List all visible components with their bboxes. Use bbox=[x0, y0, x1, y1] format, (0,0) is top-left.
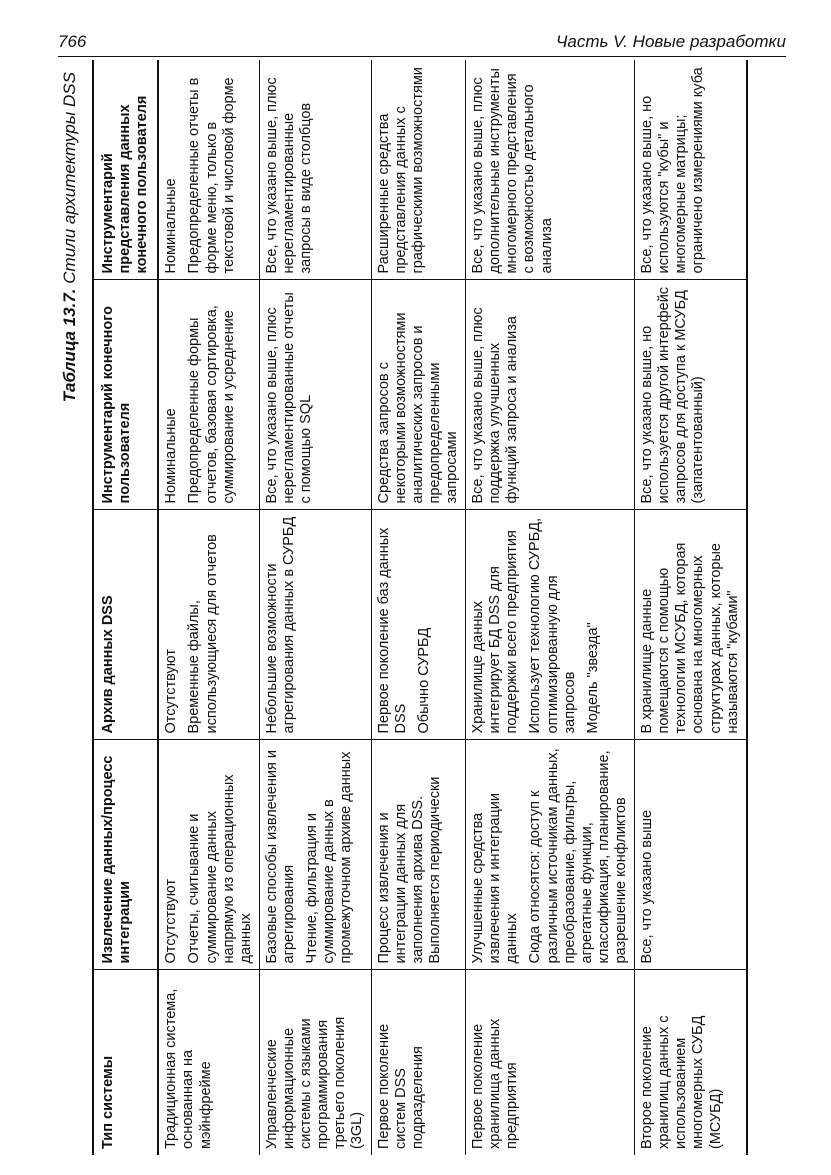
table-cell bbox=[158, 280, 259, 510]
cell-paragraph: Все, что указано выше, плюс поддержка улучшенных функций запроса и анализа bbox=[470, 307, 521, 504]
table-row bbox=[371, 60, 466, 1155]
cell-paragraph: Все, что указано выше, плюс нерегламентированные отчеты с помощью SQL bbox=[263, 292, 315, 504]
table-row bbox=[259, 60, 371, 1155]
column-header: Архив данных DSS bbox=[93, 510, 158, 740]
table-cell bbox=[466, 510, 635, 740]
cell-paragraph: Обычно СУРБД bbox=[415, 627, 432, 734]
cell-paragraph: Предопределенные отчеты в форме меню, только в текстовой и числовой форме bbox=[186, 77, 237, 274]
cell-paragraph: Второе поколение хранилищ данных с использованием многомерных СУБД (МСУБД) bbox=[639, 1015, 724, 1149]
table-cell bbox=[371, 510, 466, 740]
table-cell bbox=[158, 970, 259, 1155]
table-cell bbox=[635, 510, 747, 740]
cell-paragraph: Сюда относятся: доступ к различным источникам данных, преобразование, фильтры, агрегатные функции, классификация, планирование, разрешение конфликтов bbox=[527, 748, 629, 964]
table-cell bbox=[158, 60, 259, 280]
running-head: Часть V. Новые разработки bbox=[555, 32, 786, 51]
cell-paragraph: Первое поколение баз данных DSS bbox=[375, 527, 409, 734]
cell-paragraph: Отсутствуют bbox=[163, 879, 180, 964]
column-header: Тип системы bbox=[93, 970, 158, 1155]
cell-paragraph: Процесс извлечения и интеграции данных для заполнения архива DSS. Выполняется периодически bbox=[375, 776, 443, 964]
table-cell bbox=[635, 60, 747, 280]
cell-paragraph: Все, что указано выше, но используются "кубы" и многомерные матрицы; ограничено измерениями куба bbox=[639, 67, 707, 274]
cell-paragraph: Все, что указано выше bbox=[639, 809, 656, 964]
cell-paragraph: Номинальные bbox=[163, 178, 180, 274]
table-cell bbox=[466, 740, 635, 970]
cell-paragraph: Хранилище данных интегрирует БД DSS для поддержки всего предприятия bbox=[470, 530, 521, 734]
rotated-table-inner bbox=[56, 60, 786, 1155]
cell-paragraph: Все, что указано выше, плюс нерегламентированные запросы в виде столбцов bbox=[263, 77, 315, 274]
table-cell bbox=[259, 740, 371, 970]
table-cell bbox=[371, 60, 466, 280]
cell-paragraph: Средства запросов с некоторыми возможностями аналитических запросов и предопределенными запросами bbox=[375, 312, 460, 504]
cell-paragraph: Предопределенные формы отчетов, базовая сортировка, суммирование и усреднение bbox=[186, 305, 237, 504]
cell-paragraph: Модель "звезда" bbox=[584, 622, 601, 734]
table-cell bbox=[259, 510, 371, 740]
cell-paragraph: Управленческие информационные системы с языками программирования третьего поколения (3GL) bbox=[263, 1016, 366, 1149]
table-cell bbox=[466, 970, 635, 1155]
table-cell bbox=[371, 280, 466, 510]
table-cell bbox=[371, 970, 466, 1155]
table-cell bbox=[158, 740, 259, 970]
cell-paragraph: В хранилище данные помещаются с помощью технологии МСУБД, которая основана на многомерных структурах данных, которые называются "кубами" bbox=[639, 542, 741, 734]
table-caption-label: Таблица 13.7. bbox=[60, 288, 79, 403]
cell-paragraph: Улучшенные средства извлечения и интеграции данных bbox=[470, 793, 521, 964]
header-rule bbox=[58, 56, 786, 57]
cell-paragraph: Базовые способы извлечения и агрегирования bbox=[263, 750, 297, 964]
table-body bbox=[158, 60, 746, 1155]
cell-paragraph: Первое поколение систем DSS подразделения bbox=[375, 1023, 426, 1149]
column-header: Инструментарий конечного пользователя bbox=[93, 280, 158, 510]
cell-paragraph: Расширенные средства представления данных с графическими возможностями bbox=[375, 67, 426, 274]
table-cell bbox=[259, 970, 371, 1155]
cell-paragraph: Первое поколение хранилища данных предприятия bbox=[470, 1018, 521, 1149]
table-cell bbox=[371, 740, 466, 970]
table-cell bbox=[635, 740, 747, 970]
page-header bbox=[58, 32, 786, 58]
cell-paragraph: Все, что указано выше, но используется другой интерфейс запросов для доступа к МСУБД (запатентованный) bbox=[639, 286, 707, 504]
cell-paragraph: Отсутствуют bbox=[163, 649, 180, 734]
cell-paragraph: Отчеты, считывание и суммирование данных напрямую из операционных данных bbox=[186, 774, 254, 964]
table-cell bbox=[635, 970, 747, 1155]
cell-paragraph: Номинальные bbox=[163, 408, 180, 504]
page-number: 766 bbox=[58, 32, 87, 51]
column-header: Извлечение данных/процесс интеграции bbox=[93, 740, 158, 970]
table-row bbox=[635, 60, 747, 1155]
cell-paragraph: Небольшие возможности агрегирования данных в СУРБД bbox=[263, 516, 297, 734]
cell-paragraph: Чтение, фильтрация и суммирование данных в промежуточном архиве данных bbox=[304, 751, 355, 964]
cell-paragraph: Все, что указано выше, плюс дополнительные инструменты многомерного представления с возможностью детального анализа bbox=[470, 68, 555, 274]
cell-paragraph: Использует технологию СУРБД, оптимизированную для запросов bbox=[527, 517, 578, 734]
table-cell bbox=[635, 280, 747, 510]
table-cell bbox=[466, 60, 635, 280]
table-cell bbox=[158, 510, 259, 740]
table-header-row bbox=[93, 60, 158, 1155]
column-header: Инструментарий представления данных конечного пользователя bbox=[93, 60, 158, 280]
dss-architecture-table bbox=[92, 60, 748, 1155]
table-row bbox=[466, 60, 635, 1155]
table-cell bbox=[466, 280, 635, 510]
table-cell bbox=[259, 60, 371, 280]
table-cell bbox=[259, 280, 371, 510]
table-row bbox=[158, 60, 259, 1155]
cell-paragraph: Традиционная система, основанная на мэйнфрейме bbox=[163, 988, 214, 1149]
table-caption-title: Стили архитектуры DSS bbox=[60, 72, 79, 284]
cell-paragraph: Временные файлы, использующиеся для отчетов bbox=[186, 534, 220, 734]
rotated-table-region bbox=[56, 60, 786, 1155]
table-caption bbox=[60, 72, 80, 402]
table-header bbox=[93, 60, 158, 1155]
